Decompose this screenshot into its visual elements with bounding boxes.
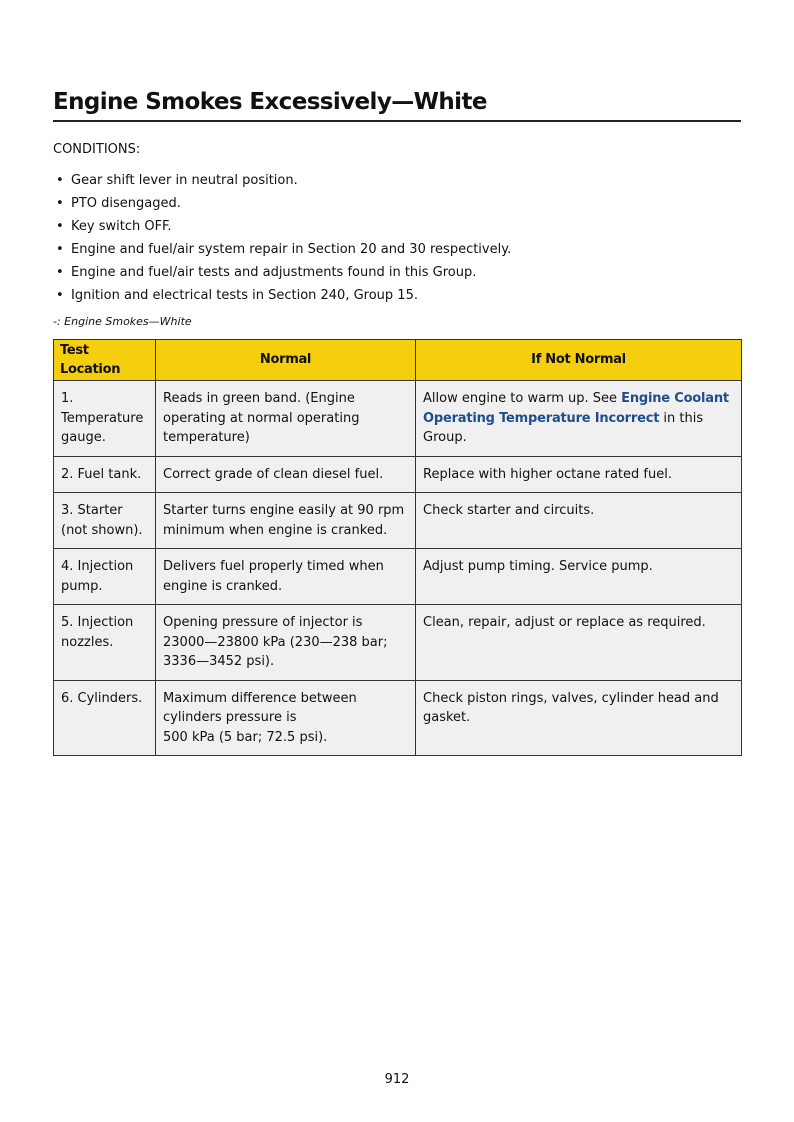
page-number: 912 — [384, 1072, 410, 1087]
condition-item — [53, 238, 511, 261]
cell-line: 3336—3452 psi). — [163, 654, 275, 669]
condition-item — [53, 284, 511, 307]
page-title: Engine Smokes Excessively—White — [53, 86, 741, 122]
conditions-list — [53, 169, 511, 307]
cell-test-location: 3. Starter (not shown). — [54, 493, 156, 549]
condition-text: Key switch OFF. — [71, 219, 172, 234]
table-row — [54, 680, 742, 756]
table-header-row — [54, 340, 742, 381]
conditions-heading: CONDITIONS: — [53, 142, 141, 157]
cell-test-location: 2. Fuel tank. — [54, 456, 156, 493]
column-header-if-not-normal: If Not Normal — [416, 340, 742, 381]
cell-line: 23000—23800 kPa (230—238 bar; — [163, 634, 388, 650]
condition-text: Gear shift lever in neutral position. — [71, 173, 298, 188]
condition-text: PTO disengaged. — [71, 196, 181, 211]
condition-item — [53, 192, 511, 215]
column-header-test-location: Test Location — [54, 340, 156, 381]
cell-if-not-normal — [416, 381, 742, 457]
cell-normal: Starter turns engine easily at 90 rpm minimum when engine is cranked. — [156, 493, 416, 549]
cell-test-location: 6. Cylinders. — [54, 680, 156, 756]
condition-item — [53, 169, 511, 192]
cell-if-not-normal: Adjust pump timing. Service pump. — [416, 549, 742, 605]
cell-test-location: 1. Temperature gauge. — [54, 381, 156, 457]
bullet-icon: • — [56, 219, 64, 234]
condition-text: Engine and fuel/air system repair in Section 20 and 30 respectively. — [71, 242, 512, 257]
cell-test-location: 4. Injection pump. — [54, 549, 156, 605]
cell-if-not-normal: Replace with higher octane rated fuel. — [416, 456, 742, 493]
link-engine-coolant-temperature[interactable]: Engine Coolant Operating Temperature Incorrect — [423, 391, 729, 426]
bullet-icon: • — [56, 196, 64, 211]
cell-test-location: 5. Injection nozzles. — [54, 605, 156, 681]
cell-normal — [156, 605, 416, 681]
bullet-icon: • — [56, 242, 64, 257]
cell-normal: Reads in green band. (Engine operating at normal operating temperature) — [156, 381, 416, 457]
bullet-icon: • — [56, 288, 64, 303]
cell-if-not-normal: Check starter and circuits. — [416, 493, 742, 549]
condition-item — [53, 215, 511, 238]
cell-if-not-normal: Check piston rings, valves, cylinder head and gasket. — [416, 680, 742, 756]
cell-normal: Correct grade of clean diesel fuel. — [156, 456, 416, 493]
cell-text: in this Group. — [423, 410, 704, 445]
condition-text: Engine and fuel/air tests and adjustments found in this Group. — [71, 265, 477, 280]
table-caption: -: Engine Smokes—White — [53, 315, 192, 328]
table-row — [54, 381, 742, 457]
cell-normal — [156, 680, 416, 756]
bullet-icon: • — [56, 173, 64, 188]
table-row — [54, 493, 742, 549]
condition-item — [53, 261, 511, 284]
cell-line: cylinders pressure is — [163, 710, 297, 725]
column-header-normal: Normal — [156, 340, 416, 381]
cell-line: 500 kPa (5 bar; 72.5 psi). — [163, 729, 328, 745]
cell-normal: Delivers fuel properly timed when engine is cranked. — [156, 549, 416, 605]
cell-text: Allow engine to warm up. See — [423, 391, 622, 406]
table-row — [54, 605, 742, 681]
table-row — [54, 549, 742, 605]
cell-line: Opening pressure of injector is — [163, 615, 363, 630]
condition-text: Ignition and electrical tests in Section 240, Group 15. — [71, 288, 418, 303]
cell-line: Maximum difference between — [163, 690, 357, 706]
table-row — [54, 456, 742, 493]
bullet-icon: • — [56, 265, 64, 280]
test-table — [53, 339, 742, 756]
cell-if-not-normal: Clean, repair, adjust or replace as required. — [416, 605, 742, 681]
